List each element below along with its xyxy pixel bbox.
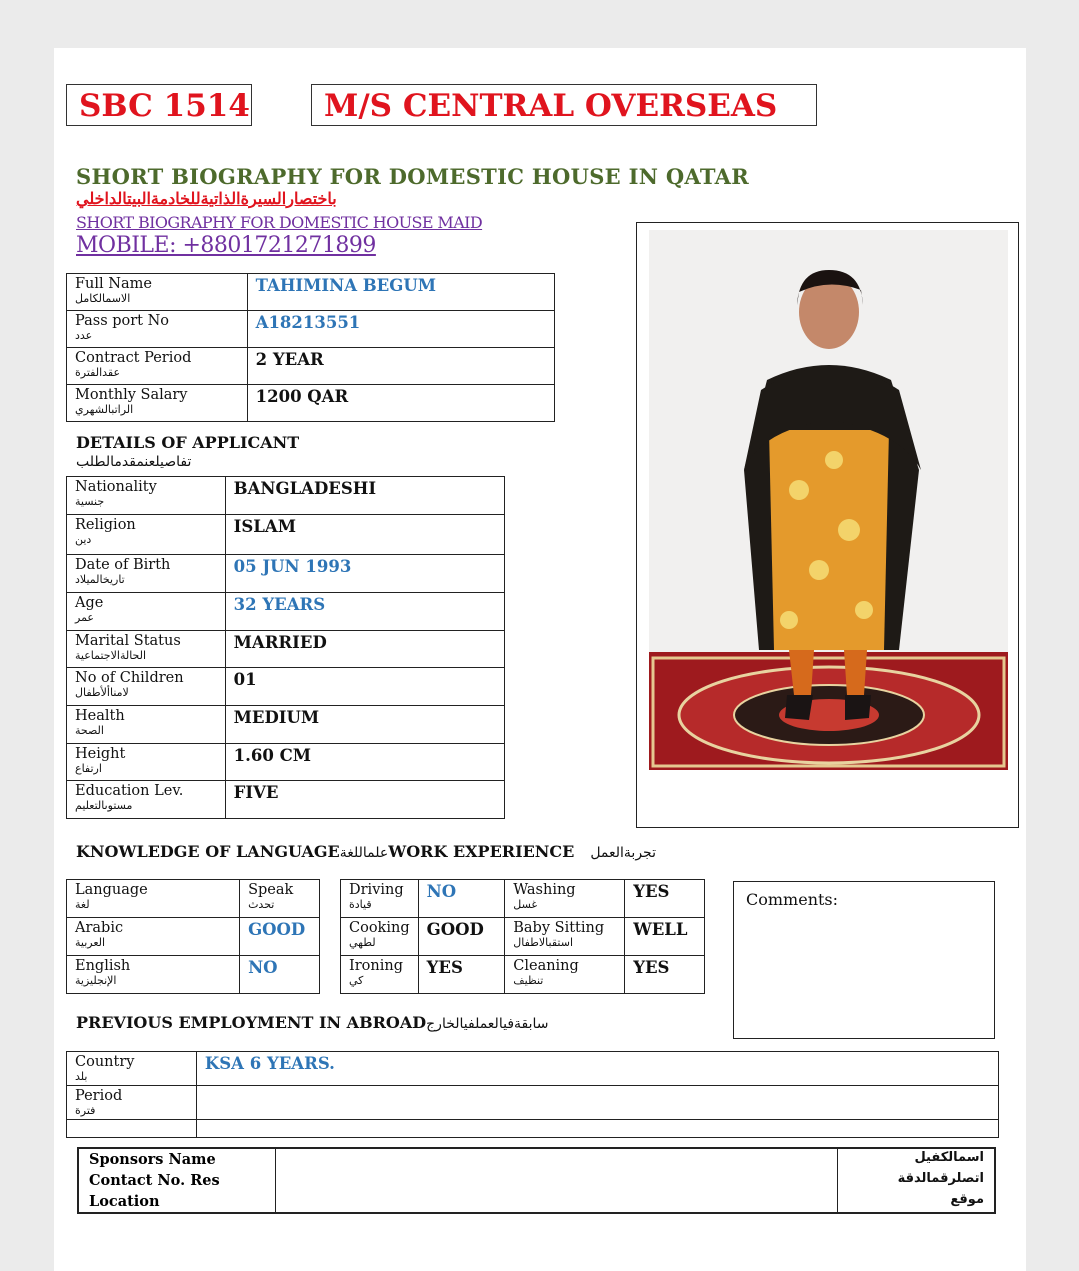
detail-field-arabic: لامناألأطفال [75,686,129,699]
sponsor-value-cell [276,1170,837,1191]
language-table [66,879,320,994]
detail-field-arabic: تاريخالميلاد [75,573,125,586]
basic-field-value-cell [247,311,554,348]
basic-field-value-cell [247,348,554,385]
detail-field-value: 32 YEARS [233,595,326,614]
country-value-cell [196,1052,998,1086]
detail-field-arabic: عمر [75,611,94,624]
detail-field-label: Marital Status [75,633,181,649]
language-row-label: Arabic [75,920,124,936]
detail-field-value-cell [225,744,504,781]
detail-field-label: Religion [75,517,136,533]
sponsor-arabic: اتصلرقمالدقة [897,1171,984,1186]
subtitle: SHORT BIOGRAPHY FOR DOMESTIC HOUSE IN QATAR [76,164,749,189]
period-label: Period [75,1088,123,1104]
basic-field-label-cell [67,311,248,348]
previous-employment-table [66,1051,999,1138]
sponsor-table [77,1147,996,1214]
detail-field-value: BANGLADESHI [233,479,377,498]
work-skill-arabic: كي [349,974,364,987]
language-head-cell [67,880,240,918]
basic-field-value: 1200 QAR [255,387,349,406]
detail-field-label-cell [67,744,226,781]
basic-field-value: A18213551 [255,313,361,332]
basic-field-value-cell [247,274,554,311]
basic-field-label: Monthly Salary [75,387,188,403]
language-head-arabic: لغة [75,898,90,911]
basic-field-label: Full Name [75,276,152,292]
work-skill-cell [505,880,625,918]
detail-field-label-cell [67,631,226,668]
language-title-text: KNOWLEDGE OF LANGUAGE [76,842,340,861]
work-skill-label: Baby Sitting [513,920,605,936]
comments-label: Comments: [746,890,839,909]
work-skill-cell [505,956,625,994]
detail-field-label-cell [67,668,226,706]
work-skill-value: YES [633,882,670,901]
language-row-arabic: الإنجليزية [75,974,117,987]
detail-field-label: Health [75,708,125,724]
sponsor-label-cell [78,1191,276,1213]
sponsor-arabic-cell [837,1148,995,1170]
language-level-cell [240,956,320,994]
work-skill-value-cell [625,956,705,994]
detail-field-label-cell [67,593,226,631]
sponsor-arabic-cell [837,1191,995,1213]
details-title-arabic: تفاصيلعنمقدمالطلب [76,454,192,470]
country-value: KSA 6 YEARS. [204,1054,335,1073]
detail-field-arabic: الصحة [75,724,104,737]
details-title: DETAILS OF APPLICANT [76,433,300,452]
work-skill-value-cell [418,918,505,956]
prev-title-arabic: سابقةفيالعملفيالخارج [426,1016,549,1032]
work-skill-arabic: قيادة [349,898,372,911]
work-skill-label: Cleaning [513,958,579,974]
work-skill-value: GOOD [426,920,484,939]
basic-field-value: 2 YEAR [255,350,324,369]
sponsor-value-cell [276,1148,837,1170]
work-title-arabic: تجربةالعمل [590,845,656,861]
work-title-text: WORK EXPERIENCE [388,842,575,861]
basic-field-value-cell [247,385,554,422]
detail-field-label-cell [67,477,226,515]
basic-field-label-cell [67,385,248,422]
subtitle-arabic: باختصارالسيرةالذاتيةللخادمةالبيتالداخلي [76,189,337,208]
language-row-arabic: العربية [75,936,106,949]
details-table [66,476,505,819]
detail-field-label: No of Children [75,670,184,686]
empty-cell [196,1120,998,1138]
detail-field-value: MEDIUM [233,708,320,727]
language-row-label-cell [67,956,240,994]
country-label-cell [67,1052,197,1086]
detail-field-label: Education Lev. [75,783,184,799]
work-skill-cell [341,880,419,918]
detail-field-arabic: جنسية [75,495,105,508]
detail-field-value: ISLAM [233,517,296,536]
country-label: Country [75,1054,135,1070]
work-skill-value-cell [418,880,505,918]
period-arabic: فترة [75,1104,96,1117]
sponsor-label: Sponsors Name [89,1151,216,1168]
language-level-cell [240,918,320,956]
prev-title-text: PREVIOUS EMPLOYMENT IN ABROAD [76,1013,427,1032]
language-row-label-cell [67,918,240,956]
language-row-label: English [75,958,131,974]
detail-field-value: MARRIED [233,633,327,652]
work-skill-value-cell [625,880,705,918]
work-skill-label: Cooking [349,920,410,936]
basic-field-arabic: عدد [75,329,93,342]
work-skill-arabic: استقبالاطفال [513,936,574,949]
previous-employment-title [76,1013,549,1032]
sponsor-value-cell [276,1191,837,1213]
basic-field-label-cell [67,274,248,311]
basic-field-value: TAHIMINA BEGUM [255,276,437,295]
sponsor-label-cell [78,1170,276,1191]
basic-field-label-cell [67,348,248,385]
sponsor-label: Contact No. Res [89,1172,220,1189]
work-skill-arabic: غسل [513,898,538,911]
basic-field-label: Contract Period [75,350,192,366]
detail-field-arabic: الحالةالاجتماعية [75,649,147,662]
work-skill-value: YES [633,958,670,977]
detail-field-label-cell [67,515,226,555]
detail-field-label: Age [75,595,104,611]
work-skill-cell [341,918,419,956]
work-skill-arabic: لطهي [349,936,376,949]
detail-field-value-cell [225,781,504,819]
detail-field-label-cell [67,555,226,593]
work-skill-value-cell [418,956,505,994]
mobile-number: MOBILE: +8801721271899 [76,233,376,258]
country-arabic: بلد [75,1070,88,1083]
detail-field-value: 05 JUN 1993 [233,557,352,576]
detail-field-value: 01 [233,670,257,689]
detail-field-label: Date of Birth [75,557,171,573]
language-head-label: Language [75,882,148,898]
work-skill-label: Washing [513,882,576,898]
sbc-code: SBC 1514 [66,84,252,126]
work-skill-value: YES [426,958,463,977]
work-skill-label: Ironing [349,958,403,974]
detail-field-label-cell [67,781,226,819]
detail-field-value-cell [225,706,504,744]
detail-field-arabic: دين [75,533,92,546]
detail-field-arabic: مستوىالتعليم [75,799,133,812]
work-skill-value: WELL [633,920,688,939]
detail-field-label: Height [75,746,126,762]
applicant-photo [649,230,1008,770]
language-title-arabic: علماللغة [339,845,389,861]
work-skill-cell [341,956,419,994]
detail-field-value-cell [225,593,504,631]
detail-field-label: Nationality [75,479,157,495]
detail-field-value-cell [225,631,504,668]
work-skill-label: Driving [349,882,404,898]
work-skill-value-cell [625,918,705,956]
work-skill-arabic: تنظيف [513,974,544,987]
language-title [76,842,656,861]
period-value [205,1086,990,1088]
subtitle-maid: SHORT BIOGRAPHY FOR DOMESTIC HOUSE MAID [76,213,483,232]
basic-field-arabic: الاسمالكامل [75,292,131,305]
detail-field-label-cell [67,706,226,744]
speak-head-label: Speak [248,882,294,898]
detail-field-arabic: ارتفاع [75,762,102,775]
basic-field-arabic: الراتبالشهري [75,403,134,416]
basic-info-table [66,273,555,422]
sponsor-arabic: موقع [950,1192,984,1207]
sponsor-label-cell [78,1148,276,1170]
detail-field-value-cell [225,477,504,515]
period-label-cell [67,1086,197,1120]
detail-field-value-cell [225,555,504,593]
basic-field-arabic: عقدالفترة [75,366,121,379]
empty-cell [67,1120,197,1138]
work-skill-cell [505,918,625,956]
language-level: NO [248,958,278,977]
work-skill-value: NO [426,882,457,901]
period-value-cell [196,1086,998,1120]
basic-field-label: Pass port No [75,313,170,329]
detail-field-value-cell [225,515,504,555]
detail-field-value-cell [225,668,504,706]
speak-head-arabic: تحدث [248,898,275,911]
sponsor-arabic-cell [837,1170,995,1191]
comments-box [733,881,995,1039]
detail-field-value: FIVE [233,783,279,802]
photo-frame [636,222,1019,828]
sponsor-label: Location [89,1193,160,1210]
agency-name: M/S CENTRAL OVERSEAS [311,84,817,126]
detail-field-value: 1.60 CM [233,746,311,765]
language-level: GOOD [248,920,306,939]
speak-head-cell [240,880,320,918]
sponsor-arabic: اسمالكفيل [914,1150,984,1165]
work-experience-table [340,879,705,994]
